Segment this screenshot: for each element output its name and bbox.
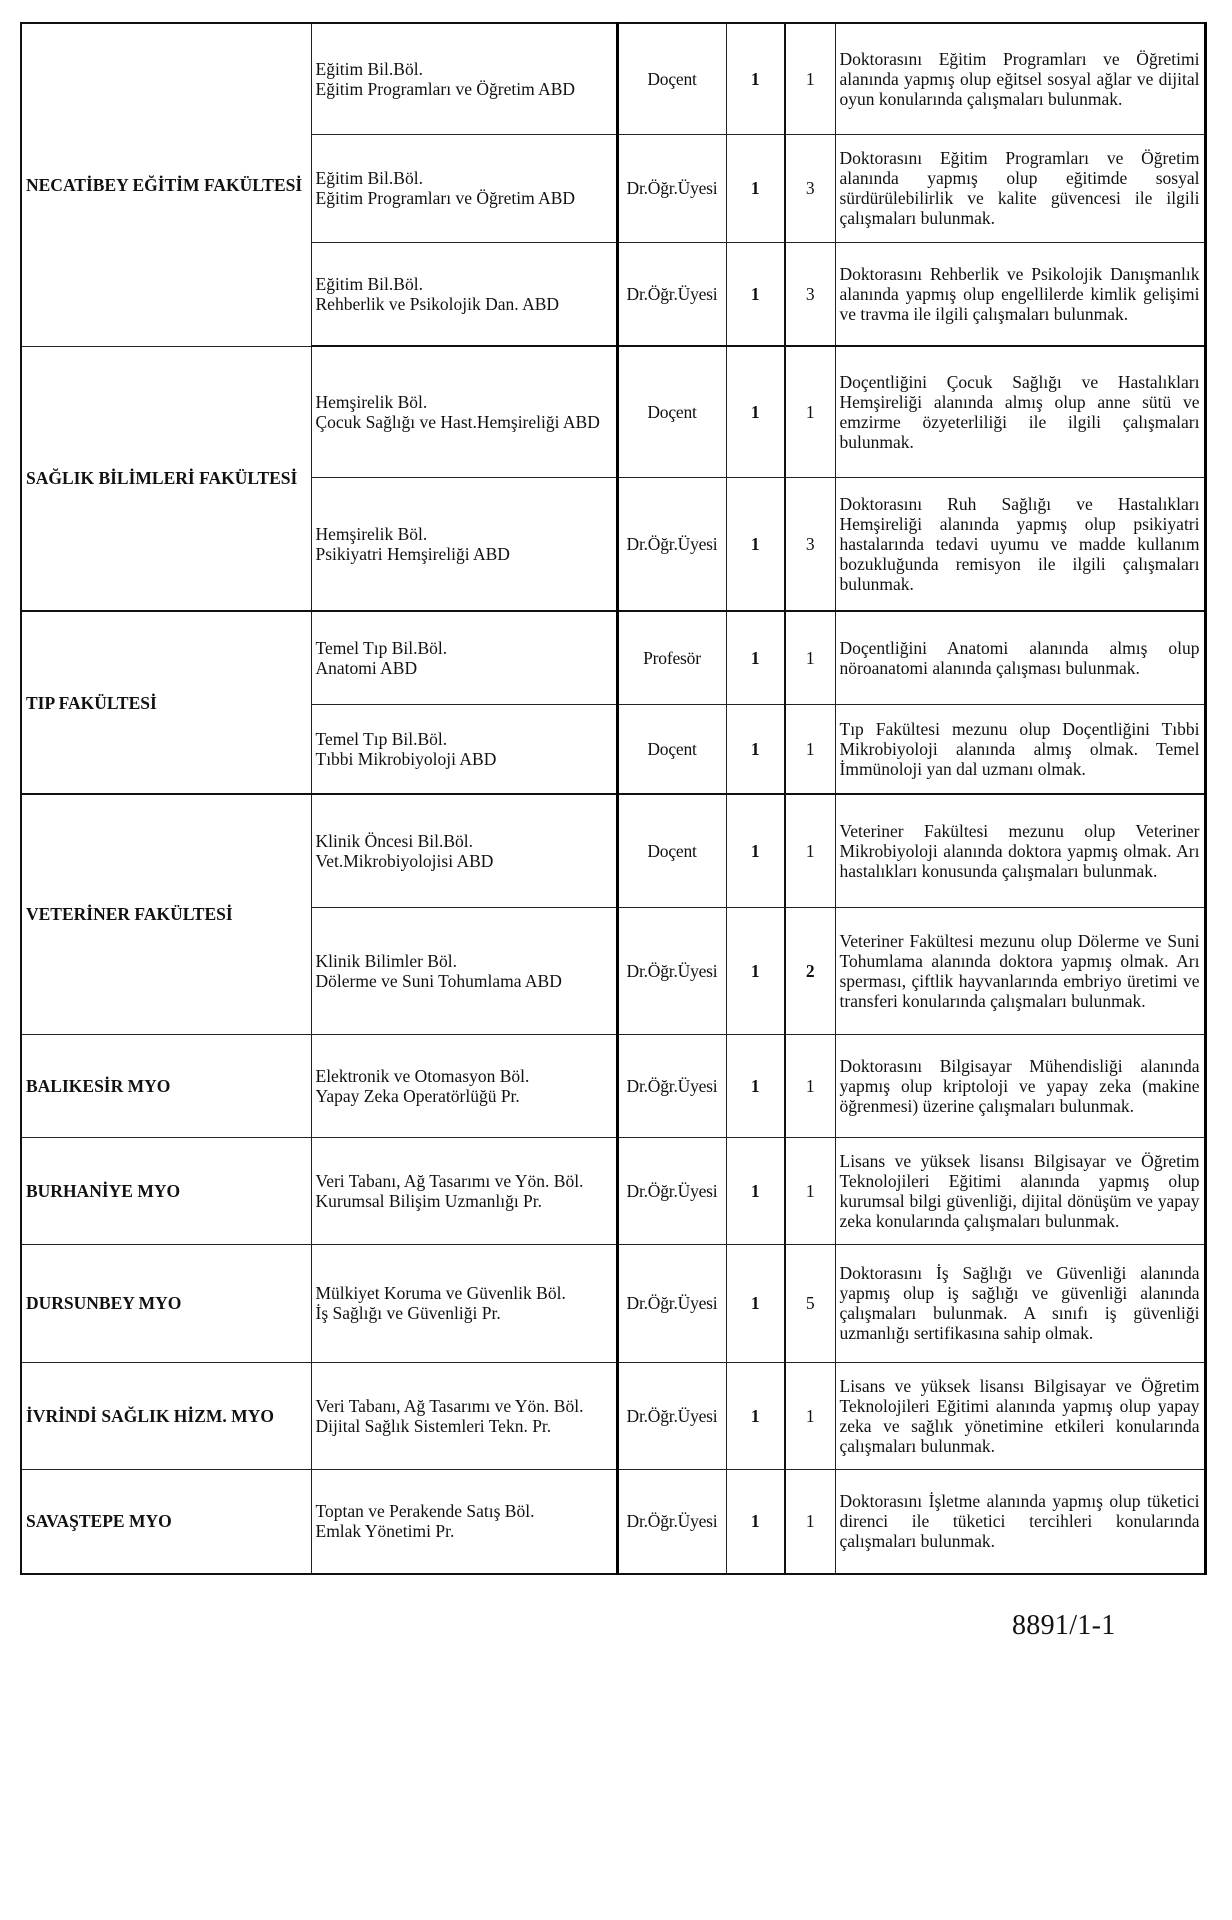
academic-title-cell: Doçent bbox=[617, 704, 726, 794]
table-row bbox=[21, 346, 1205, 477]
kadro-degree-cell: 1 bbox=[726, 346, 785, 477]
program-line: Dijital Sağlık Sistemleri Tekn. Pr. bbox=[315, 1415, 552, 1436]
position-count-cell: 3 bbox=[785, 477, 835, 611]
requirements-cell: Doçentliğini Çocuk Sağlığı ve Hastalıkları Hemşireliği alanında almış olup anne sütü ve emzirme özyeterliliği ile ilgili çalışmaları bulunmak. bbox=[835, 346, 1205, 477]
academic-title-cell: Dr.Öğr.Üyesi bbox=[617, 1244, 726, 1362]
kadro-degree-cell: 1 bbox=[726, 907, 785, 1034]
kadro-degree-cell: 1 bbox=[726, 1362, 785, 1469]
position-count-cell: 3 bbox=[785, 134, 835, 242]
department-cell bbox=[311, 704, 617, 794]
table-row bbox=[21, 1034, 1205, 1137]
program-line: Çocuk Sağlığı ve Hast.Hemşireliği ABD bbox=[315, 411, 600, 432]
department-line: Elektronik ve Otomasyon Böl. bbox=[315, 1065, 530, 1086]
table-row bbox=[21, 1362, 1205, 1469]
department-cell bbox=[311, 134, 617, 242]
department-cell bbox=[311, 1137, 617, 1244]
academic-title-cell: Dr.Öğr.Üyesi bbox=[617, 134, 726, 242]
academic-title-cell: Dr.Öğr.Üyesi bbox=[617, 1469, 726, 1574]
position-count-cell: 3 bbox=[785, 242, 835, 346]
department-cell bbox=[311, 23, 617, 134]
department-cell bbox=[311, 477, 617, 611]
program-line: Yapay Zeka Operatörlüğü Pr. bbox=[315, 1085, 520, 1106]
program-line: Kurumsal Bilişim Uzmanlığı Pr. bbox=[315, 1190, 543, 1211]
department-line: Eğitim Bil.Böl. bbox=[315, 168, 423, 188]
academic-title-cell: Doçent bbox=[617, 346, 726, 477]
department-line: Eğitim Bil.Böl. bbox=[315, 273, 423, 294]
department-line: Hemşirelik Böl. bbox=[315, 391, 428, 412]
program-line: Anatomi ABD bbox=[315, 657, 418, 678]
academic-title-cell: Doçent bbox=[617, 794, 726, 907]
position-count-cell: 2 bbox=[785, 907, 835, 1034]
department-line: Hemşirelik Böl. bbox=[315, 523, 428, 544]
faculty-cell: BALIKESİR MYO bbox=[21, 1034, 311, 1137]
department-cell bbox=[311, 346, 617, 477]
faculty-cell: BURHANİYE MYO bbox=[21, 1137, 311, 1244]
position-count-cell: 1 bbox=[785, 1469, 835, 1574]
academic-title-cell: Dr.Öğr.Üyesi bbox=[617, 477, 726, 611]
faculty-cell: SAVAŞTEPE MYO bbox=[21, 1469, 311, 1574]
faculty-cell: TIP FAKÜLTESİ bbox=[21, 611, 311, 794]
department-line: Veri Tabanı, Ağ Tasarımı ve Yön. Böl. bbox=[315, 1395, 584, 1416]
kadro-degree-cell: 1 bbox=[726, 794, 785, 907]
position-count-cell: 1 bbox=[785, 794, 835, 907]
position-count-cell: 1 bbox=[785, 1137, 835, 1244]
academic-title-cell: Doçent bbox=[617, 23, 726, 134]
requirements-cell: Veteriner Fakültesi mezunu olup Dölerme ve Suni Tohumlama alanında doktora yapmış olmak. Arı sperması, çiftlik hayvanlarında embriyo üretimi ve transferi konularında çalışmaları bulunmak. bbox=[835, 907, 1205, 1034]
kadro-degree-cell: 1 bbox=[726, 1034, 785, 1137]
program-line: Dölerme ve Suni Tohumlama ABD bbox=[315, 970, 562, 991]
kadro-degree-cell: 1 bbox=[726, 477, 785, 611]
program-line: İş Sağlığı ve Güvenliği Pr. bbox=[315, 1303, 501, 1323]
table-row bbox=[21, 23, 1205, 134]
academic-title-cell: Dr.Öğr.Üyesi bbox=[617, 907, 726, 1034]
table-row bbox=[21, 1469, 1205, 1574]
document-reference-number: 8891/1-1 bbox=[1012, 1610, 1116, 1641]
requirements-cell: Doktorasını Bilgisayar Mühendisliği alanında yapmış olup kriptoloji ve yapay zeka (makine öğrenmesi) üzerine çalışmaları bulunmak. bbox=[835, 1034, 1205, 1137]
department-cell bbox=[311, 1469, 617, 1574]
kadro-degree-cell: 1 bbox=[726, 611, 785, 704]
department-cell bbox=[311, 907, 617, 1034]
department-line: Eğitim Bil.Böl. bbox=[315, 58, 423, 79]
kadro-degree-cell: 1 bbox=[726, 1137, 785, 1244]
department-cell bbox=[311, 794, 617, 907]
requirements-cell: Doçentliğini Anatomi alanında almış olup nöroanatomi alanında çalışması bulunmak. bbox=[835, 611, 1205, 704]
department-line: Temel Tıp Bil.Böl. bbox=[315, 728, 448, 749]
requirements-cell: Lisans ve yüksek lisansı Bilgisayar ve Öğretim Teknolojileri Eğitimi alanında yapmış olup kurumsal bilgi güvenliği, dijital dönüşüm ve yapay zeka konularında çalışmaları bulunmak. bbox=[835, 1137, 1205, 1244]
kadro-degree-cell: 1 bbox=[726, 242, 785, 346]
program-line: Emlak Yönetimi Pr. bbox=[315, 1521, 455, 1542]
position-count-cell: 5 bbox=[785, 1244, 835, 1362]
requirements-cell: Lisans ve yüksek lisansı Bilgisayar ve Öğretim Teknolojileri Eğitimi alanında yapmış olup yapay zeka ve sağlık yönetimine etkileri konularında çalışmaları bulunmak. bbox=[835, 1362, 1205, 1469]
faculty-cell: SAĞLIK BİLİMLERİ FAKÜLTESİ bbox=[21, 346, 311, 611]
department-line: Toptan ve Perakende Satış Böl. bbox=[315, 1501, 535, 1522]
position-count-cell: 1 bbox=[785, 704, 835, 794]
academic-title-cell: Dr.Öğr.Üyesi bbox=[617, 242, 726, 346]
faculty-cell: NECATİBEY EĞİTİM FAKÜLTESİ bbox=[21, 23, 311, 346]
kadro-degree-cell: 1 bbox=[726, 704, 785, 794]
position-count-cell: 1 bbox=[785, 611, 835, 704]
department-line: Mülkiyet Koruma ve Güvenlik Böl. bbox=[315, 1283, 566, 1303]
staff-positions-table bbox=[20, 22, 1207, 1575]
department-cell bbox=[311, 1362, 617, 1469]
position-count-cell: 1 bbox=[785, 1362, 835, 1469]
department-cell bbox=[311, 611, 617, 704]
table-row bbox=[21, 611, 1205, 704]
department-line: Veri Tabanı, Ağ Tasarımı ve Yön. Böl. bbox=[315, 1170, 584, 1191]
program-line: Psikiyatri Hemşireliği ABD bbox=[315, 543, 510, 564]
position-count-cell: 1 bbox=[785, 23, 835, 134]
department-cell bbox=[311, 1244, 617, 1362]
kadro-degree-cell: 1 bbox=[726, 23, 785, 134]
requirements-cell: Veteriner Fakültesi mezunu olup Veteriner Mikrobiyoloji alanında doktora yapmış olmak. Arı hastalıkları konusunda çalışmaları bulunmak. bbox=[835, 794, 1205, 907]
requirements-cell: Doktorasını Ruh Sağlığı ve Hastalıkları Hemşireliği alanında yapmış olup psikiyatri hastalarında tedavi uyumu ve madde kullanım bozukluğunda remisyon ile ilgili çalışmaları bulunmak. bbox=[835, 477, 1205, 611]
requirements-cell: Doktorasını İşletme alanında yapmış olup tüketici direnci ile tüketici tercihleri konularında çalışmaları bulunmak. bbox=[835, 1469, 1205, 1574]
requirements-cell: Tıp Fakültesi mezunu olup Doçentliğini Tıbbi Mikrobiyoloji alanında almış olmak. Temel İmmünoloji yan dal uzmanı olmak. bbox=[835, 704, 1205, 794]
kadro-degree-cell: 1 bbox=[726, 1469, 785, 1574]
academic-title-cell: Dr.Öğr.Üyesi bbox=[617, 1137, 726, 1244]
requirements-cell: Doktorasını Eğitim Programları ve Öğretimi alanında yapmış olup eğitsel sosyal ağlar ve dijital oyun konularında çalışmaları bulunmak. bbox=[835, 23, 1205, 134]
program-line: Eğitim Programları ve Öğretim ABD bbox=[315, 188, 576, 208]
position-count-cell: 1 bbox=[785, 346, 835, 477]
academic-title-cell: Dr.Öğr.Üyesi bbox=[617, 1034, 726, 1137]
requirements-cell: Doktorasını Rehberlik ve Psikolojik Danışmanlık alanında yapmış olup engellilerde kimlik gelişimi ve travma ile ilgili çalışmaları bulunmak. bbox=[835, 242, 1205, 346]
academic-title-cell: Profesör bbox=[617, 611, 726, 704]
table-row bbox=[21, 794, 1205, 907]
department-line: Temel Tıp Bil.Böl. bbox=[315, 637, 448, 658]
department-line: Klinik Bilimler Böl. bbox=[315, 950, 457, 971]
kadro-degree-cell: 1 bbox=[726, 134, 785, 242]
kadro-degree-cell: 1 bbox=[726, 1244, 785, 1362]
requirements-cell: Doktorasını İş Sağlığı ve Güvenliği alanında yapmış olup iş sağlığı ve güvenliği alanında çalışmaları bulunmak. A sınıfı iş güvenliği uzmanlığı sertifikasına sahip olmak. bbox=[835, 1244, 1205, 1362]
academic-title-cell: Dr.Öğr.Üyesi bbox=[617, 1362, 726, 1469]
department-cell bbox=[311, 1034, 617, 1137]
program-line: Tıbbi Mikrobiyoloji ABD bbox=[315, 748, 497, 769]
table-row bbox=[21, 1244, 1205, 1362]
program-line: Rehberlik ve Psikolojik Dan. ABD bbox=[315, 293, 560, 314]
position-count-cell: 1 bbox=[785, 1034, 835, 1137]
requirements-cell: Doktorasını Eğitim Programları ve Öğretim alanında yapmış olup eğitimde sosyal sürdürülebilirlik ve kalite güvencesi ile ilgili çalışmaları bulunmak. bbox=[835, 134, 1205, 242]
faculty-cell: VETERİNER FAKÜLTESİ bbox=[21, 794, 311, 1034]
faculty-cell: DURSUNBEY MYO bbox=[21, 1244, 311, 1362]
table-row bbox=[21, 1137, 1205, 1244]
program-line: Eğitim Programları ve Öğretim ABD bbox=[315, 78, 576, 99]
department-cell bbox=[311, 242, 617, 346]
program-line: Vet.Mikrobiyolojisi ABD bbox=[315, 850, 494, 871]
department-line: Klinik Öncesi Bil.Böl. bbox=[315, 830, 473, 851]
faculty-cell: İVRİNDİ SAĞLIK HİZM. MYO bbox=[21, 1362, 311, 1469]
